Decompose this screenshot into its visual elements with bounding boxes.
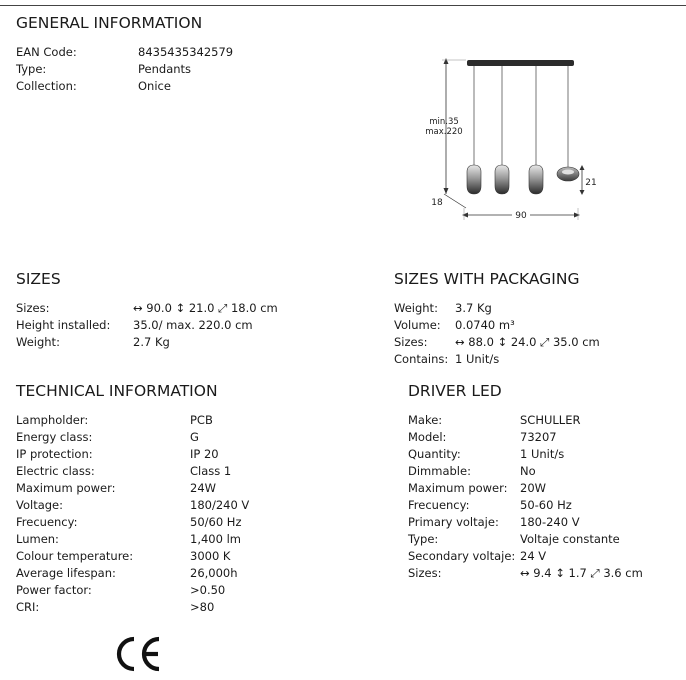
row-label: EAN Code:: [16, 45, 77, 59]
row-value: 35.0/ max. 220.0 cm: [133, 318, 253, 332]
row-value: ↔ 90.0 ↕ 21.0 ⤢ 18.0 cm: [133, 301, 278, 315]
table-row: [408, 497, 678, 514]
depth-dimension-line: [444, 194, 466, 208]
arrow-left-icon: [462, 213, 468, 218]
row-label: Electric class:: [16, 464, 95, 478]
table-row: [408, 531, 678, 548]
row-value: 20W: [520, 481, 547, 495]
row-label: Type:: [408, 532, 439, 546]
general-information-table: [16, 44, 316, 95]
lamp-shade: [529, 165, 543, 194]
row-label: Frecuency:: [408, 498, 470, 512]
row-label: Volume:: [394, 318, 441, 332]
lamp-height-label: 21: [585, 178, 597, 188]
table-row: [408, 429, 678, 446]
table-row: [408, 514, 678, 531]
sizes-table: [16, 300, 376, 351]
driver-led-table: [408, 412, 678, 582]
table-row: [16, 300, 376, 317]
row-label: IP protection:: [16, 447, 93, 461]
row-value: PCB: [190, 413, 213, 427]
row-label: Contains:: [394, 352, 449, 366]
table-row: [408, 463, 678, 480]
row-label: Weight:: [16, 335, 60, 349]
table-row: [16, 317, 376, 334]
sizes-heading: SIZES: [16, 270, 61, 288]
row-label: Maximum power:: [16, 481, 116, 495]
row-value: 1,400 lm: [190, 532, 241, 546]
row-value: Pendants: [138, 62, 192, 76]
row-value: IP 20: [190, 447, 219, 461]
row-value: 73207: [520, 430, 557, 444]
row-value: Onice: [138, 79, 171, 93]
row-label: Type:: [16, 62, 47, 76]
row-value: G: [190, 430, 199, 444]
row-value: 2.7 Kg: [133, 335, 170, 349]
row-value: 0.0740 m³: [455, 318, 515, 332]
table-row: [16, 78, 316, 95]
table-row: [394, 351, 674, 368]
arrow-down-icon: [444, 188, 449, 194]
table-row: [408, 412, 678, 429]
lamp-shade: [467, 165, 481, 194]
table-row: [16, 548, 356, 565]
width-label: 90: [515, 211, 527, 221]
row-value: 24 V: [520, 549, 547, 563]
table-row: [16, 565, 356, 582]
arrow-up-icon: [580, 165, 585, 170]
row-label: Lampholder:: [16, 413, 89, 427]
row-label: Average lifespan:: [16, 566, 116, 580]
arrow-right-icon: [574, 213, 580, 218]
row-label: CRI:: [16, 600, 40, 614]
row-label: Secondary voltaje:: [408, 549, 516, 563]
table-row: [394, 300, 674, 317]
arrow-up-icon: [444, 58, 449, 64]
top-divider: [0, 5, 686, 6]
table-row: [16, 44, 316, 61]
ceiling-bar: [467, 60, 574, 66]
row-label: Power factor:: [16, 583, 92, 597]
table-row: [16, 599, 356, 616]
product-dimension-diagram: [420, 48, 597, 228]
row-value: 50/60 Hz: [190, 515, 242, 529]
general-information-heading: GENERAL INFORMATION: [16, 14, 203, 32]
table-row: [16, 412, 356, 429]
row-label: Frecuency:: [16, 515, 78, 529]
row-value: 50-60 Hz: [520, 498, 572, 512]
row-label: Sizes:: [408, 566, 442, 580]
row-label: Lumen:: [16, 532, 59, 546]
row-label: Quantity:: [408, 447, 461, 461]
table-row: [16, 480, 356, 497]
row-label: Collection:: [16, 79, 77, 93]
table-row: [16, 334, 376, 351]
row-value: >0.50: [190, 583, 226, 597]
row-label: Make:: [408, 413, 443, 427]
row-label: Colour temperature:: [16, 549, 134, 563]
base-depth-label: 18: [431, 198, 443, 208]
row-value: ↔ 88.0 ↕ 24.0 ⤢ 35.0 cm: [455, 335, 600, 349]
row-value: 8435435342579: [138, 45, 234, 59]
table-row: [16, 497, 356, 514]
row-label: Weight:: [394, 301, 438, 315]
arrow-down-icon: [580, 190, 585, 195]
row-label: Height installed:: [16, 318, 111, 332]
row-value: Class 1: [190, 464, 232, 478]
packaging-sizes-heading: SIZES WITH PACKAGING: [394, 270, 580, 288]
technical-information-heading: TECHNICAL INFORMATION: [16, 382, 218, 400]
table-row: [16, 429, 356, 446]
table-row: [16, 61, 316, 78]
table-row: [394, 334, 674, 351]
table-row: [16, 446, 356, 463]
lamp-shade: [495, 165, 509, 194]
row-value: ↔ 9.4 ↕ 1.7 ⤢ 3.6 cm: [520, 566, 643, 580]
row-label: Voltage:: [16, 498, 64, 512]
height-label-min: min.35: [429, 117, 459, 127]
table-row: [408, 446, 678, 463]
row-value: 180-240 V: [520, 515, 580, 529]
table-row: [16, 463, 356, 480]
row-value: 1 Unit/s: [455, 352, 500, 366]
lamp-shade-highlight: [562, 170, 574, 175]
height-label-max: max.220: [425, 127, 463, 137]
row-value: 24W: [190, 481, 217, 495]
row-value: >80: [190, 600, 215, 614]
row-label: Sizes:: [394, 335, 428, 349]
row-label: Model:: [408, 430, 447, 444]
row-value: Voltaje constante: [520, 532, 620, 546]
table-row: [408, 480, 678, 497]
table-row: [408, 548, 678, 565]
table-row: [16, 514, 356, 531]
packaging-sizes-table: [394, 300, 674, 368]
row-label: Energy class:: [16, 430, 93, 444]
row-label: Sizes:: [16, 301, 50, 315]
table-row: [408, 565, 678, 582]
driver-led-heading: DRIVER LED: [408, 382, 502, 400]
row-value: 3.7 Kg: [455, 301, 492, 315]
row-value: No: [520, 464, 536, 478]
table-row: [394, 317, 674, 334]
row-label: Primary voltaje:: [408, 515, 499, 529]
ce-mark-icon: [113, 634, 163, 674]
row-label: Maximum power:: [408, 481, 508, 495]
table-row: [16, 582, 356, 599]
row-value: SCHULLER: [520, 413, 581, 427]
table-row: [16, 531, 356, 548]
row-value: 1 Unit/s: [520, 447, 565, 461]
row-value: 26,000h: [190, 566, 238, 580]
row-label: Dimmable:: [408, 464, 471, 478]
technical-information-table: [16, 412, 356, 616]
row-value: 180/240 V: [190, 498, 250, 512]
row-value: 3000 K: [190, 549, 231, 563]
